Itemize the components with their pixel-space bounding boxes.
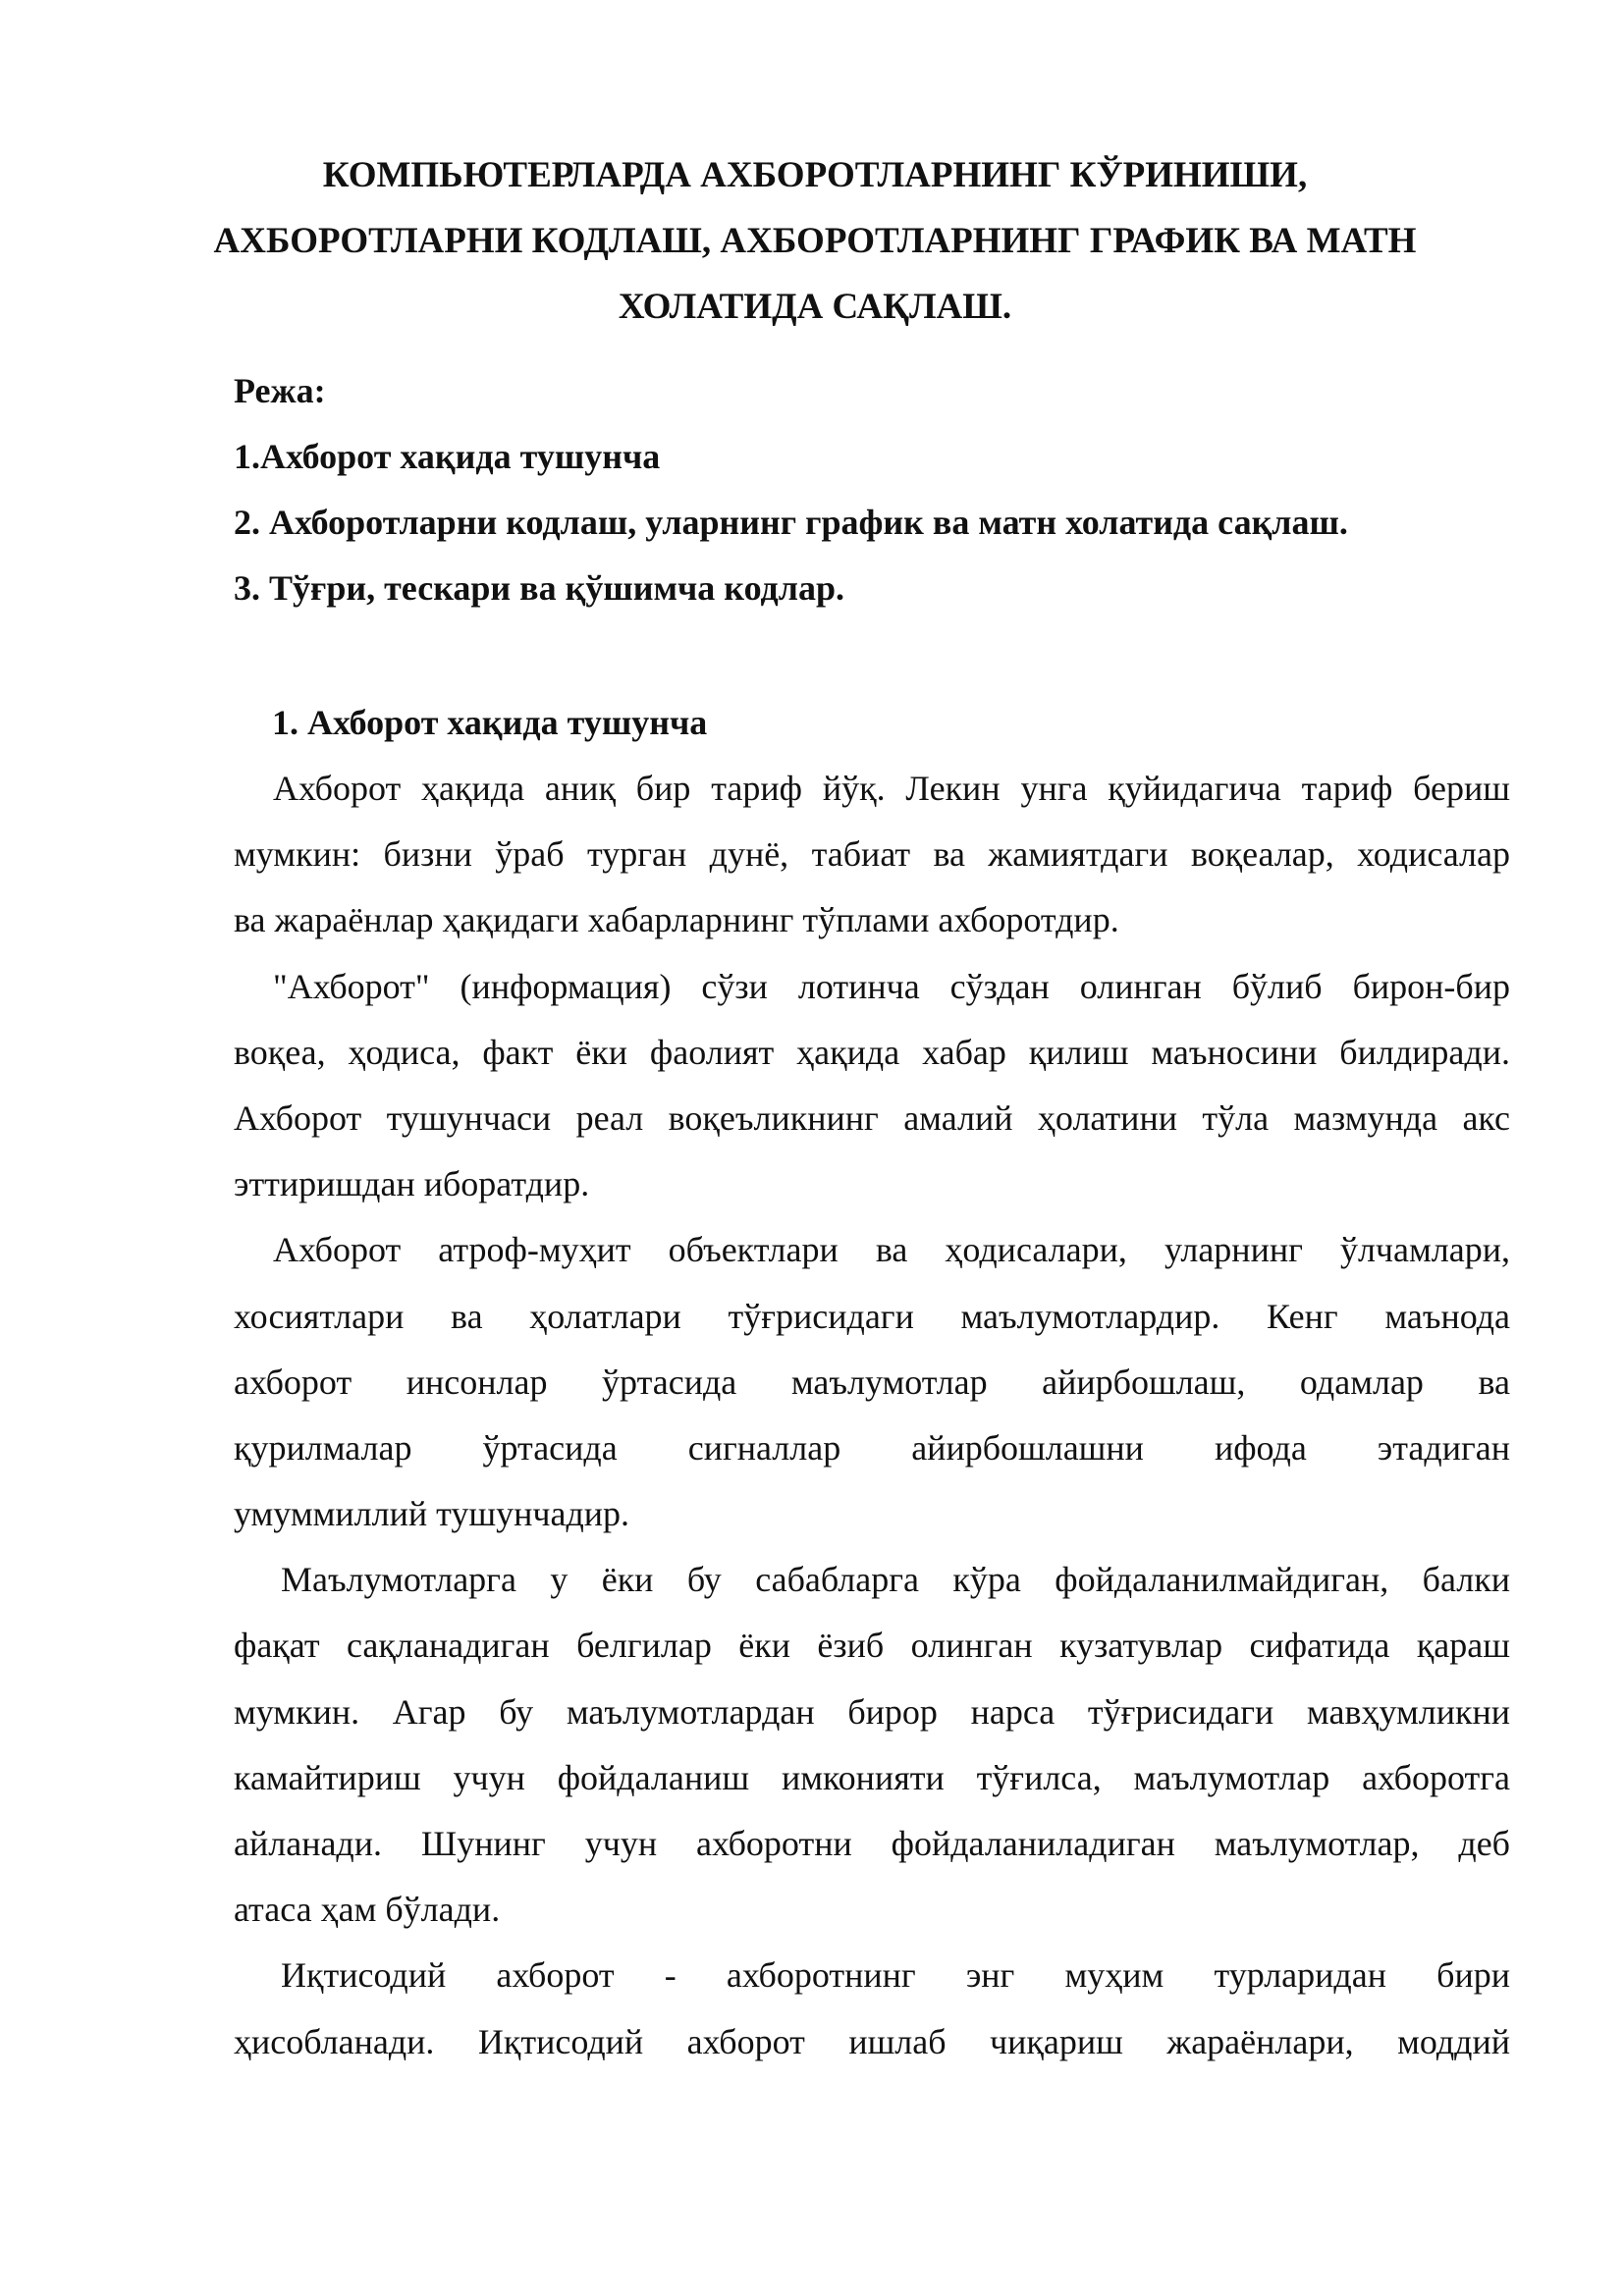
document-title	[187, 142, 1443, 340]
plan-section	[234, 358, 1510, 621]
body-line: фақат сақланадиган белгилар ёки ёзиб олинган кузатувлар сифатида қараш	[234, 1626, 1510, 1666]
plan-item-2: 2. Ахборотларни кодлаш, уларнинг график ва матн холатида сақлаш.	[234, 503, 1348, 542]
section-heading: 1. Ахборот хақида тушунча	[272, 703, 708, 742]
body-text	[234, 756, 1510, 2075]
body-line: Иқтисодий ахборот - ахборотнинг энг муҳим турларидан бири	[281, 1955, 1510, 1996]
body-line: айланади. Шунинг учун ахборотни фойдаланиладиган маълумотлар, деб	[234, 1824, 1510, 1863]
body-line: Маълумотларга у ёки бу сабабларга кўра фойдаланилмайдиган, балки	[281, 1560, 1510, 1600]
plan-item-3: 3. Тўғри, тескари ва қўшимча кодлар.	[234, 568, 844, 608]
title-line-2: АХБОРОТЛАРНИ КОДЛАШ, АХБОРОТЛАРНИНГ ГРАФИК ВА МАТН	[213, 221, 1417, 261]
body-line: мумкин: бизни ўраб турган дунё, табиат ва жамиятдаги воқеалар, ходисалар	[234, 834, 1510, 875]
body-line: воқеа, ҳодиса, факт ёки фаолият ҳақида хабар қилиш маъносини билдиради.	[234, 1032, 1510, 1072]
body-line: камайтириш учун фойдаланиш имконияти тўғилса, маълумотлар ахборотга	[234, 1757, 1510, 1797]
body-line: "Ахборот" (информация) сўзи лотинча сўздан олинган бўлиб бирон-бир	[273, 966, 1510, 1006]
plan-item-1: 1.Ахборот хақида тушунча	[234, 437, 661, 476]
body-line: ҳисобланади. Иқтисодий ахборот ишлаб чиқариш жараёнлари, моддий	[234, 2021, 1510, 2061]
body-line: ахборот инсонлар ўртасида маълумотлар айирбошлаш, одамлар ва	[234, 1362, 1510, 1402]
body-line: атаса ҳам бўлади.	[234, 1890, 501, 1930]
body-line: қурилмалар ўртасида сигналлар айирбошлашни ифода этадиган	[234, 1427, 1510, 1468]
body-line: эттиришдан иборатдир.	[234, 1164, 590, 1204]
body-line: умуммиллий тушунчадир.	[234, 1494, 630, 1534]
body-line: ва жараёнлар ҳақидаги хабарларнинг тўплами ахборотдир.	[234, 900, 1119, 940]
title-line-3: ХОЛАТИДА САҚЛАШ.	[618, 287, 1012, 327]
body-line: Ахборот ҳақида аниқ бир тариф йўқ. Лекин унга қуйидагича тариф бериш	[273, 769, 1510, 808]
body-line: хосиятлари ва ҳолатлари тўғрисидаги маълумотлардир. Кенг маънода	[234, 1296, 1510, 1336]
body-line: Ахборот атроф-муҳит объектлари ва ҳодисалари, уларнинг ўлчамлари,	[273, 1230, 1510, 1270]
body-line: Ахборот тушунчаси реал воқеъликнинг амалий ҳолатини тўла мазмунда акс	[234, 1097, 1510, 1138]
body-line: мумкин. Агар бу маълумотлардан бирор нарса тўғрисидаги мавҳумликни	[234, 1691, 1510, 1732]
title-line-1: КОМПЬЮТЕРЛАРДА АХБОРОТЛАРНИНГ КЎРИНИШИ,	[322, 155, 1308, 195]
plan-heading: Режа:	[234, 371, 326, 410]
